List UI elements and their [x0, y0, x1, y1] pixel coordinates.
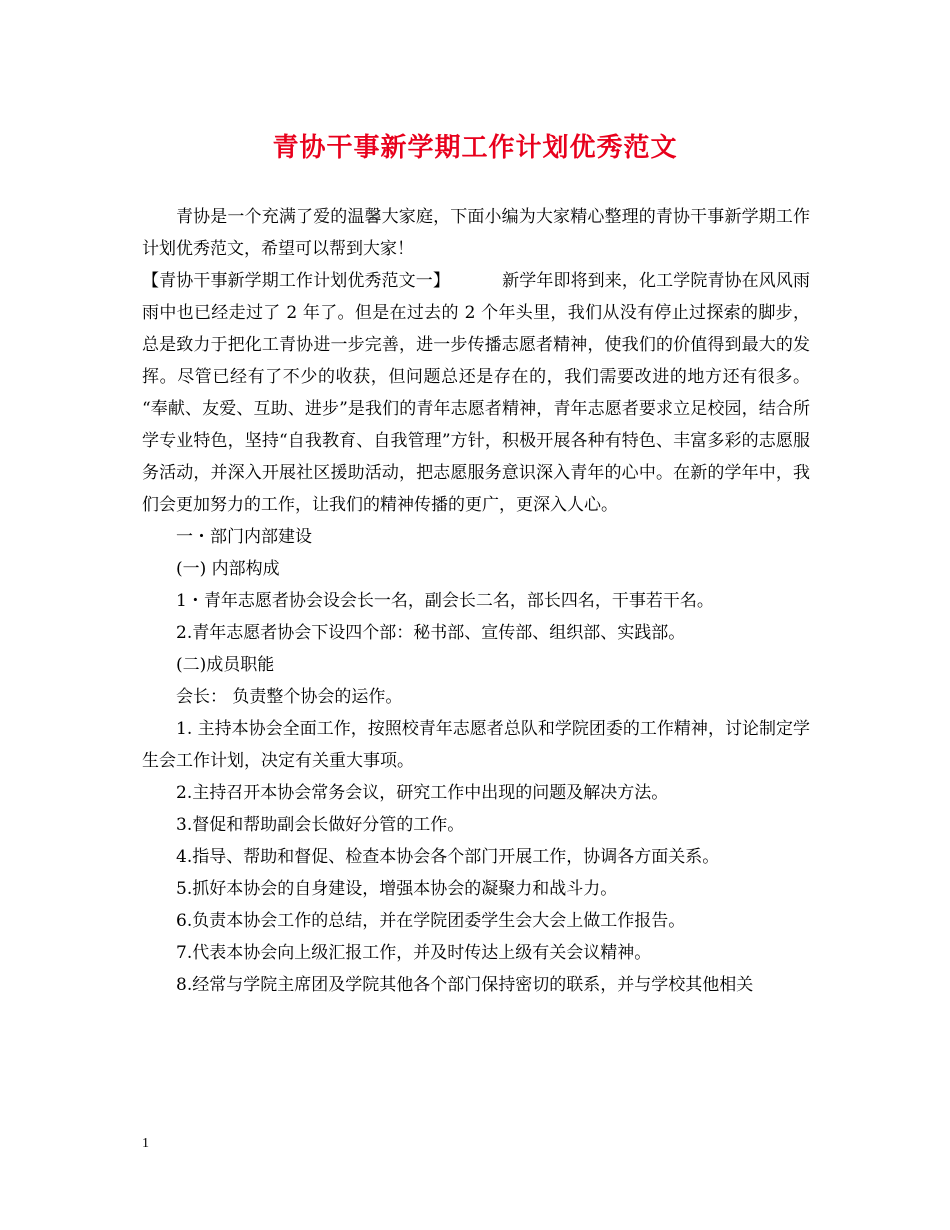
section-text: 新学年即将到来，化工学院青协在风风雨雨中也已经走过了 2 年了。但是在过去的 2 个年头里，我们从没有停止过探索的脚步，总是致力于把化工青协进一步完善，进一步传播志愿者精神，使我们的价值得到最大的发挥。尽管已经有了不少的收获，但问题总还是存在的，我们需要改进的地方还有很多。 “奉献、友爱、互助、进步”是我们的青年志愿者精神，青年志愿者要求立足校园，结合所学专业特色，坚持“自我教育、自我管理”方针，积极开展各种有特色、丰富多彩的志愿服务活动，并深入开展社区援助活动，把志愿服务意识深入青年的心中。在新的学年中，我们会更加努力的工作，让我们的精神传播的更广，更深入人心。: [142, 271, 810, 515]
section-heading: 【青协干事新学期工作计划优秀范文一】: [142, 271, 450, 291]
list-item: (一) 内部构成: [176, 559, 280, 579]
list-item: 2.青年志愿者协会下设四个部：秘书部、宣传部、组织部、实践部。: [176, 623, 686, 643]
list-item: 8.经常与学院主席团及学院其他各个部门保持密切的联系，并与学校其他相关: [176, 975, 754, 995]
list-item: 7.代表本协会向上级汇报工作，并及时传达上级有关会议精神。: [176, 943, 652, 963]
page-number: 1: [142, 1136, 149, 1151]
document-body: [142, 201, 810, 1001]
list-item: 3.督促和帮助副会长做好分管的工作。: [176, 815, 465, 835]
list-item: (二)成员职能: [176, 655, 275, 675]
list-item: 一・部门内部建设: [176, 527, 312, 547]
section-paragraph: [142, 265, 810, 521]
list-item: 1. 主持本协会全面工作，按照校青年志愿者总队和学院团委的工作精神，讨论制定学生会工作计划，决定有关重大事项。: [142, 719, 810, 771]
list-item: 会长： 负责整个协会的运作。: [176, 687, 403, 707]
document-title: 青协干事新学期工作计划优秀范文: [272, 133, 678, 163]
list-item: 2.主持召开本协会常务会议，研究工作中出现的问题及解决方法。: [176, 783, 669, 803]
list-item: 1・青年志愿者协会设会长一名，副会长二名，部长四名，干事若干名。: [176, 591, 714, 611]
intro-paragraph: 青协是一个充满了爱的温馨大家庭，下面小编为大家精心整理的青协干事新学期工作计划优秀范文，希望可以帮到大家！: [142, 207, 810, 259]
list-item: 6.负责本协会工作的总结，并在学院团委学生会大会上做工作报告。: [176, 911, 686, 931]
list-item: 4.指导、帮助和督促、检查本协会各个部门开展工作，协调各方面关系。: [176, 847, 720, 867]
list-item: 5.抓好本协会的自身建设，增强本协会的凝聚力和战斗力。: [176, 879, 618, 899]
